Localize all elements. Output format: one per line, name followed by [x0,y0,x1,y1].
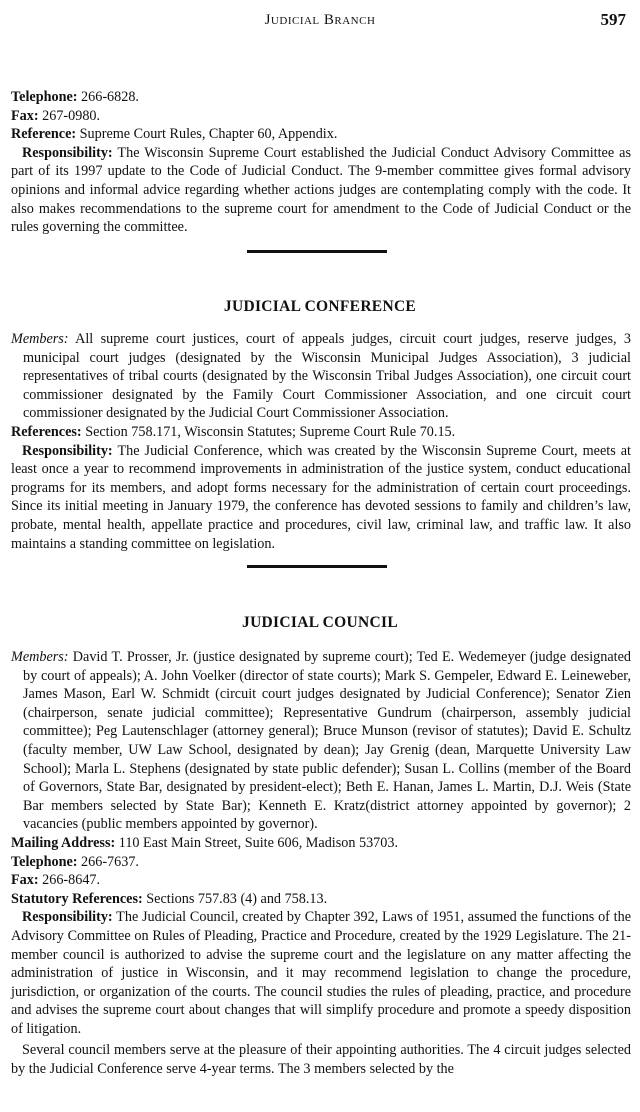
responsibility-text: The Wisconsin Supreme Court established the Judicial Conduct Advisory Committee as part of its 1997 update to the Code of Judicial Conduct. The 9-member committee gives formal advisory opinions and informal advice regarding whether actions judges are contemplating comply with the code. It also makes recommendations to the supreme court for amendment to the Code of Judicial Conduct or the rules governing the committee. [11,144,631,236]
fax-label: Fax: [11,872,39,889]
fax-label: Fax: [11,107,39,124]
conference-references [11,423,631,442]
advisory-responsibility [11,144,631,237]
council-paragraph-2: Several council members serve at the pleasure of their appointing authorities. The 4 circuit judges selected by the Judicial Conference serve 4-year terms. The 3 members selected by the [11,1042,631,1078]
telephone-label: Telephone: [11,89,78,105]
running-header [0,12,640,36]
conference-responsibility [11,442,631,554]
responsibility-label: Responsibility: [22,144,113,161]
section-divider [247,565,387,568]
council-members [11,648,631,834]
council-responsibility [11,908,631,1038]
members-label: Members: [11,649,69,665]
telephone-value: 266-6828. [77,89,139,105]
council-statutory-references [11,890,631,909]
reference-value: Supreme Court Rules, Chapter 60, Appendix. [76,126,338,143]
advisory-telephone [11,88,631,107]
council-fax [11,871,631,890]
judicial-council-section [11,648,631,1079]
members-text: All supreme court justices, court of appeals judges, circuit court judges, reserve judges, 3 municipal court judges (designated by the Wisconsin Municipal Judges Association), 3 judicial representatives of tribal courts (designated by the Wisconsin Tribal Judges Association), one circuit court commissioner designated by the Family Court Commissioner Association, and one circuit court commissioner designated by the Judicial Court Commissioner Association. [23,331,631,422]
council-telephone [11,853,631,872]
section-title-judicial-council: JUDICIAL COUNCIL [242,614,398,631]
running-header-title: Judicial Branch [264,12,376,28]
responsibility-text: The Judicial Conference, which was created by the Wisconsin Supreme Court, meets at least once a year to recommend improvements in administration of the justice system, conduct educational programs for its members, and adopt forms necessary for the administration of certain court proceedings. Since its initial meeting in January 1979, the conference has devoted sessions to family and children’s law, probate, mental health, appellate practice and procedures, civil law, criminal law, and traffic law. It also maintains a standing committee on legislation. [11,442,631,552]
references-label: References: [11,423,82,440]
mailing-address-label: Mailing Address: [11,834,116,851]
page-number: 597 [600,10,626,29]
responsibility-label: Responsibility: [22,909,113,926]
telephone-value: 266-7637. [77,853,139,870]
statutory-references-label: Statutory References: [11,890,143,907]
section-divider [247,250,387,253]
members-text: David T. Prosser, Jr. (justice designated by supreme court); Ted E. Wedemeyer (judge designated by court of appeals); A. John Voelker (director of state courts); Mark S. Gempeler, Edward E. Leineweber, James Mason, Earl W. Schmidt (circuit court judges designated by Judicial Conference); Senator Zien (chairperson, senate judicial committee); Representative Gundrum (chairperson, assembly judicial committee); Peg Lautenschlager (attorney general); Bruce Munson (revisor of statutes); David E. Schultz (faculty member, UW Law School, designated by dean); Jay Grenig (dean, Marquette University Law School); Marla L. Stephens (designated by state public defender); Susan L. Collins (member of the Board of Governors, State Bar, designated by president-elect); Beth E. Hanan, James L. Martin, D.J. Weis (State Bar members selected by State Bar); Kenneth E. Kratz(district attorney appointed by governor); 2 vacancies (public members appointed by governor). [23,649,631,833]
fax-value: 266-8647. [38,872,101,889]
council-mailing-address [11,834,631,853]
fax-value: 267-0980. [38,107,101,124]
members-label: Members: [11,331,69,347]
responsibility-text: The Judicial Council, created by Chapter 392, Laws of 1951, assumed the functions of the Advisory Committee on Rules of Pleading, Practice and Procedure, created by the 1929 Legislature. The 21-member council is authorized to advise the supreme court and the legislature on any matter affecting the administration of justice in Wisconsin, and it may recommend legislation to change the procedure, jurisdiction, or organization of the courts. The council studies the rules of pleading, practice, and procedure and advises the supreme court about changes that will simplify procedure and promote a speedy disposition of litigation. [11,909,631,1037]
advisory-reference [11,125,631,144]
advisory-fax [11,107,631,126]
telephone-label: Telephone: [11,853,78,870]
section-title-judicial-conference: JUDICIAL CONFERENCE [223,298,417,315]
judicial-conference-section [11,330,631,553]
reference-label: Reference: [11,126,77,143]
advisory-committee-section [11,88,631,237]
conference-members [11,330,631,423]
references-value: Section 758.171, Wisconsin Statutes; Supreme Court Rule 70.15. [81,423,456,440]
responsibility-label: Responsibility: [22,442,113,459]
statutory-references-value: Sections 757.83 (4) and 758.13. [142,890,328,907]
mailing-address-value: 110 East Main Street, Suite 606, Madison 53703. [115,834,399,851]
